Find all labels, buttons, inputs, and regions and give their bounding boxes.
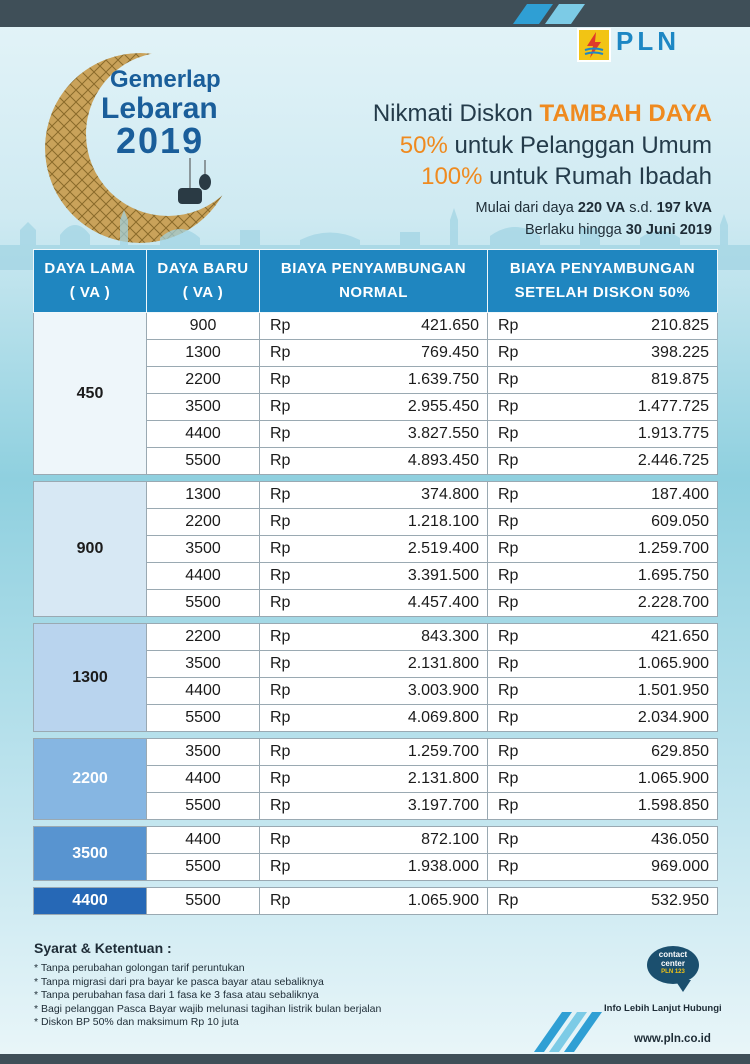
daya-baru-cell: 2200 <box>147 367 260 394</box>
normal-cost-cell: 872.100 <box>293 827 488 854</box>
normal-cost-cell: 1.639.750 <box>293 367 488 394</box>
daya-lama-cell: 4400 <box>34 888 147 915</box>
currency-cell: Rp <box>488 678 521 705</box>
normal-cost-cell: 4.069.800 <box>293 705 488 732</box>
discount-cost-cell: 2.446.725 <box>521 448 718 475</box>
gap-cell <box>34 820 718 827</box>
currency-cell: Rp <box>488 448 521 475</box>
discount-cost-cell: 1.477.725 <box>521 394 718 421</box>
normal-cost-cell: 2.131.800 <box>293 651 488 678</box>
discount-cost-cell: 187.400 <box>521 482 718 509</box>
header-line: SETELAH DISKON 50% <box>514 284 691 301</box>
currency-cell: Rp <box>260 854 293 881</box>
contact-info: Info Lebih Lanjut Hubungi <box>604 1003 722 1014</box>
table-row <box>34 482 718 509</box>
gap-cell <box>34 617 718 624</box>
discount-cost-cell: 398.225 <box>521 340 718 367</box>
currency-cell: Rp <box>488 367 521 394</box>
table-body <box>34 313 718 915</box>
header-line: BIAYA PENYAMBUNGAN <box>509 260 696 277</box>
normal-cost-cell: 2.519.400 <box>293 536 488 563</box>
header-biaya-diskon <box>488 250 718 313</box>
promo-highlight: TAMBAH DAYA <box>539 100 712 127</box>
currency-cell: Rp <box>260 563 293 590</box>
logo-line-gemerlap: Gemerlap <box>110 66 221 93</box>
currency-cell: Rp <box>488 705 521 732</box>
currency-cell: Rp <box>260 340 293 367</box>
daya-baru-cell: 4400 <box>147 563 260 590</box>
contact-line: PLN 123 <box>661 969 685 975</box>
discount-cost-cell: 969.000 <box>521 854 718 881</box>
bottom-bar <box>0 1054 750 1064</box>
group-gap <box>34 617 718 624</box>
promo-text: untuk Pelanggan Umum <box>447 132 712 159</box>
terms-title: Syarat & Ketentuan : <box>34 940 172 956</box>
validity-text: s.d. <box>625 200 657 216</box>
currency-cell: Rp <box>260 651 293 678</box>
daya-baru-cell: 5500 <box>147 888 260 915</box>
currency-cell: Rp <box>488 766 521 793</box>
contact-line: center <box>660 959 685 968</box>
normal-cost-cell: 769.450 <box>293 340 488 367</box>
currency-cell: Rp <box>488 509 521 536</box>
header-line: ( VA ) <box>182 284 224 301</box>
currency-cell: Rp <box>488 624 521 651</box>
header-line: BIAYA PENYAMBUNGAN <box>280 260 467 277</box>
normal-cost-cell: 1.259.700 <box>293 739 488 766</box>
brand-name: PLN <box>616 26 680 56</box>
discount-cost-cell: 1.065.900 <box>521 651 718 678</box>
currency-cell: Rp <box>260 678 293 705</box>
gap-cell <box>34 881 718 888</box>
contact-center-icon-tail <box>675 980 691 992</box>
normal-cost-cell: 4.893.450 <box>293 448 488 475</box>
currency-cell: Rp <box>488 536 521 563</box>
currency-cell: Rp <box>488 421 521 448</box>
discount-cost-cell: 532.950 <box>521 888 718 915</box>
table-header-row <box>34 250 718 313</box>
daya-lama-cell: 1300 <box>34 624 147 732</box>
daya-lama-cell: 900 <box>34 482 147 617</box>
terms-item: * Tanpa migrasi dari pra bayar ke pasca bayar atau sebaliknya <box>34 975 324 988</box>
table-row <box>34 888 718 915</box>
terms-item: * Bagi pelanggan Pasca Bayar wajib melunasi tagihan listrik bulan berjalan <box>34 1002 382 1015</box>
group-gap <box>34 881 718 888</box>
currency-cell: Rp <box>260 313 293 340</box>
daya-baru-cell: 5500 <box>147 590 260 617</box>
daya-lama-cell: 2200 <box>34 739 147 820</box>
contact-line: contact <box>658 950 688 959</box>
daya-baru-cell: 5500 <box>147 705 260 732</box>
discount-cost-cell: 1.259.700 <box>521 536 718 563</box>
terms-item: * Tanpa perubahan golongan tarif peruntukan <box>34 962 245 974</box>
table-row <box>34 313 718 340</box>
currency-cell: Rp <box>488 888 521 915</box>
pln-logo-icon <box>577 28 611 62</box>
currency-cell: Rp <box>488 313 521 340</box>
daya-baru-cell: 5500 <box>147 793 260 820</box>
group-gap <box>34 820 718 827</box>
currency-cell: Rp <box>260 793 293 820</box>
currency-cell: Rp <box>488 854 521 881</box>
currency-cell: Rp <box>488 340 521 367</box>
discount-cost-cell: 1.695.750 <box>521 563 718 590</box>
discount-cost-cell: 1.913.775 <box>521 421 718 448</box>
promo-text: Nikmati Diskon <box>372 100 540 127</box>
daya-baru-cell: 2200 <box>147 509 260 536</box>
daya-baru-cell: 4400 <box>147 766 260 793</box>
normal-cost-cell: 4.457.400 <box>293 590 488 617</box>
promo-line-3 <box>421 163 712 191</box>
currency-cell: Rp <box>260 448 293 475</box>
validity-to: 197 kVA <box>656 200 712 216</box>
currency-cell: Rp <box>260 624 293 651</box>
currency-cell: Rp <box>488 394 521 421</box>
promo-highlight: 50% <box>399 132 448 159</box>
terms-section <box>34 940 381 1030</box>
lightning-icon <box>579 30 609 60</box>
discount-cost-cell: 210.825 <box>521 313 718 340</box>
daya-baru-cell: 5500 <box>147 854 260 881</box>
gap-cell <box>34 475 718 482</box>
header-line: DAYA LAMA <box>44 260 136 277</box>
daya-baru-cell: 1300 <box>147 340 260 367</box>
header-line: ( VA ) <box>69 284 111 301</box>
header-line: NORMAL <box>339 284 408 301</box>
currency-cell: Rp <box>260 888 293 915</box>
header-daya-lama <box>34 250 147 313</box>
header-line: DAYA BARU <box>157 260 249 277</box>
header-daya-baru <box>147 250 260 313</box>
daya-baru-cell: 900 <box>147 313 260 340</box>
daya-baru-cell: 3500 <box>147 651 260 678</box>
currency-cell: Rp <box>488 651 521 678</box>
currency-cell: Rp <box>488 739 521 766</box>
currency-cell: Rp <box>260 509 293 536</box>
top-bar <box>0 0 750 27</box>
normal-cost-cell: 2.955.450 <box>293 394 488 421</box>
logo-line-year: 2019 <box>116 120 205 161</box>
currency-cell: Rp <box>488 482 521 509</box>
promo-text: untuk Rumah Ibadah <box>482 163 712 190</box>
website-link[interactable]: www.pln.co.id <box>634 1033 711 1045</box>
currency-cell: Rp <box>488 563 521 590</box>
currency-cell: Rp <box>260 536 293 563</box>
validity-date: 30 Juni 2019 <box>625 222 712 238</box>
terms-item: * Diskon BP 50% dan maksimum Rp 10 juta <box>34 1016 239 1028</box>
currency-cell: Rp <box>260 367 293 394</box>
daya-baru-cell: 2200 <box>147 624 260 651</box>
group-gap <box>34 732 718 739</box>
discount-cost-cell: 2.228.700 <box>521 590 718 617</box>
normal-cost-cell: 2.131.800 <box>293 766 488 793</box>
normal-cost-cell: 421.650 <box>293 313 488 340</box>
daya-baru-cell: 5500 <box>147 448 260 475</box>
normal-cost-cell: 1.938.000 <box>293 854 488 881</box>
normal-cost-cell: 1.065.900 <box>293 888 488 915</box>
daya-lama-cell: 3500 <box>34 827 147 881</box>
discount-cost-cell: 629.850 <box>521 739 718 766</box>
discount-cost-cell: 609.050 <box>521 509 718 536</box>
currency-cell: Rp <box>260 421 293 448</box>
validity-text: Mulai dari daya <box>475 200 578 216</box>
validity-from: 220 VA <box>577 200 626 216</box>
discount-cost-cell: 2.034.900 <box>521 705 718 732</box>
table-row <box>34 827 718 854</box>
group-gap <box>34 475 718 482</box>
currency-cell: Rp <box>488 827 521 854</box>
daya-baru-cell: 4400 <box>147 827 260 854</box>
normal-cost-cell: 3.197.700 <box>293 793 488 820</box>
currency-cell: Rp <box>260 482 293 509</box>
currency-cell: Rp <box>260 705 293 732</box>
gap-cell <box>34 732 718 739</box>
currency-cell: Rp <box>488 793 521 820</box>
discount-cost-cell: 1.501.950 <box>521 678 718 705</box>
normal-cost-cell: 3.827.550 <box>293 421 488 448</box>
currency-cell: Rp <box>260 766 293 793</box>
normal-cost-cell: 843.300 <box>293 624 488 651</box>
normal-cost-cell: 374.800 <box>293 482 488 509</box>
daya-baru-cell: 4400 <box>147 421 260 448</box>
discount-cost-cell: 421.650 <box>521 624 718 651</box>
normal-cost-cell: 3.003.900 <box>293 678 488 705</box>
daya-baru-cell: 4400 <box>147 678 260 705</box>
daya-baru-cell: 3500 <box>147 536 260 563</box>
validity-until <box>525 222 712 238</box>
table-row <box>34 624 718 651</box>
validity-text: Berlaku hingga <box>524 222 626 238</box>
promo-line-2 <box>400 132 712 160</box>
currency-cell: Rp <box>260 394 293 421</box>
terms-item: * Tanpa perubahan fasa dari 1 fasa ke 3 fasa atau sebaliknya <box>34 989 319 1001</box>
logo-line-lebaran: Lebaran <box>101 92 218 125</box>
contact-center-label <box>647 950 699 977</box>
currency-cell: Rp <box>260 739 293 766</box>
normal-cost-cell: 3.391.500 <box>293 563 488 590</box>
price-table <box>33 249 718 915</box>
discount-cost-cell: 436.050 <box>521 827 718 854</box>
daya-baru-cell: 3500 <box>147 394 260 421</box>
promo-highlight: 100% <box>421 163 483 190</box>
currency-cell: Rp <box>260 590 293 617</box>
currency-cell: Rp <box>260 827 293 854</box>
daya-baru-cell: 3500 <box>147 739 260 766</box>
discount-cost-cell: 819.875 <box>521 367 718 394</box>
discount-cost-cell: 1.065.900 <box>521 766 718 793</box>
normal-cost-cell: 1.218.100 <box>293 509 488 536</box>
daya-baru-cell: 1300 <box>147 482 260 509</box>
discount-cost-cell: 1.598.850 <box>521 793 718 820</box>
header-biaya-normal <box>260 250 488 313</box>
promo-line-1 <box>373 100 712 128</box>
table-row <box>34 739 718 766</box>
validity-range <box>476 200 712 216</box>
currency-cell: Rp <box>488 590 521 617</box>
daya-lama-cell: 450 <box>34 313 147 475</box>
